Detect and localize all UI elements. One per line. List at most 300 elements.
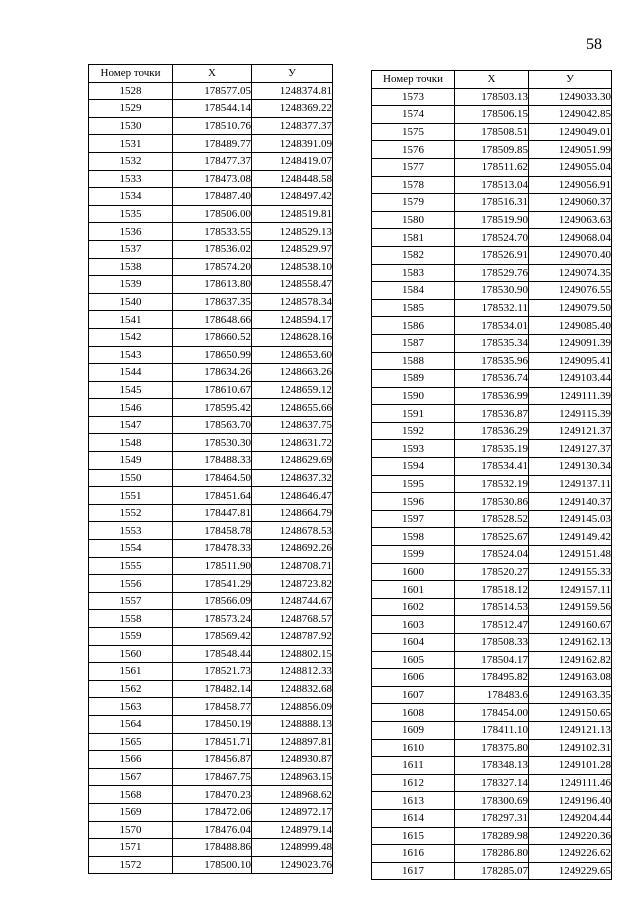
x-coordinate-cell: 178467.75	[173, 768, 252, 786]
x-coordinate-cell: 178508.33	[455, 634, 529, 652]
header-x: X	[455, 71, 529, 89]
x-coordinate-cell: 178512.47	[455, 616, 529, 634]
point-number-cell: 1555	[89, 557, 173, 575]
table-row	[372, 334, 612, 352]
point-number-cell: 1569	[89, 803, 173, 821]
x-coordinate-cell: 178532.11	[455, 299, 529, 317]
point-number-cell: 1565	[89, 733, 173, 751]
table-row	[89, 628, 333, 646]
point-number-cell: 1573	[372, 88, 455, 106]
y-coordinate-cell: 1249033.30	[529, 88, 612, 106]
x-coordinate-cell: 178536.02	[173, 240, 252, 258]
point-number-cell: 1571	[89, 839, 173, 857]
table-row	[89, 258, 333, 276]
y-coordinate-cell: 1248497.42	[252, 188, 333, 206]
y-coordinate-cell: 1248637.32	[252, 469, 333, 487]
y-coordinate-cell: 1249157.11	[529, 581, 612, 599]
point-number-cell: 1556	[89, 575, 173, 593]
table-row	[89, 680, 333, 698]
table-row	[372, 123, 612, 141]
x-coordinate-cell: 178513.04	[455, 176, 529, 194]
y-coordinate-cell: 1248377.37	[252, 117, 333, 135]
point-number-cell: 1592	[372, 422, 455, 440]
point-number-cell: 1601	[372, 581, 455, 599]
point-number-cell: 1534	[89, 188, 173, 206]
point-number-cell: 1560	[89, 645, 173, 663]
x-coordinate-cell: 178521.73	[173, 663, 252, 681]
x-coordinate-cell: 178524.04	[455, 546, 529, 564]
x-coordinate-cell: 178534.01	[455, 317, 529, 335]
table-row	[89, 364, 333, 382]
point-number-cell: 1557	[89, 592, 173, 610]
point-number-cell: 1544	[89, 364, 173, 382]
x-coordinate-cell: 178458.77	[173, 698, 252, 716]
y-coordinate-cell: 1249121.37	[529, 422, 612, 440]
y-coordinate-cell: 1249102.31	[529, 739, 612, 757]
point-number-cell: 1596	[372, 493, 455, 511]
table-body-left	[89, 82, 333, 874]
point-number-cell: 1594	[372, 458, 455, 476]
y-coordinate-cell: 1248369.22	[252, 100, 333, 118]
table-row	[89, 487, 333, 505]
table-row	[89, 346, 333, 364]
point-number-cell: 1533	[89, 170, 173, 188]
point-number-cell: 1538	[89, 258, 173, 276]
x-coordinate-cell: 178447.81	[173, 504, 252, 522]
x-coordinate-cell: 178375.80	[455, 739, 529, 757]
x-coordinate-cell: 178451.64	[173, 487, 252, 505]
x-coordinate-cell: 178525.67	[455, 528, 529, 546]
point-number-cell: 1610	[372, 739, 455, 757]
x-coordinate-cell: 178495.82	[455, 669, 529, 687]
point-number-cell: 1529	[89, 100, 173, 118]
x-coordinate-cell: 178566.09	[173, 592, 252, 610]
y-coordinate-cell: 1249204.44	[529, 809, 612, 827]
point-number-cell: 1537	[89, 240, 173, 258]
y-coordinate-cell: 1249162.82	[529, 651, 612, 669]
x-coordinate-cell: 178506.15	[455, 106, 529, 124]
table-row	[89, 416, 333, 434]
point-number-cell: 1612	[372, 774, 455, 792]
point-number-cell: 1617	[372, 862, 455, 880]
table-row	[89, 276, 333, 294]
y-coordinate-cell: 1249137.11	[529, 475, 612, 493]
x-coordinate-cell: 178454.00	[455, 704, 529, 722]
y-coordinate-cell: 1249079.50	[529, 299, 612, 317]
x-coordinate-cell: 178530.30	[173, 434, 252, 452]
header-point-number: Номер точки	[372, 71, 455, 89]
y-coordinate-cell: 1249111.39	[529, 387, 612, 405]
table-row	[89, 504, 333, 522]
y-coordinate-cell: 1248802.15	[252, 645, 333, 663]
table-row	[372, 634, 612, 652]
point-number-cell: 1584	[372, 282, 455, 300]
y-coordinate-cell: 1249150.65	[529, 704, 612, 722]
table-row	[89, 152, 333, 170]
table-row	[372, 246, 612, 264]
y-coordinate-cell: 1249220.36	[529, 827, 612, 845]
y-coordinate-cell: 1249111.46	[529, 774, 612, 792]
table-row	[89, 135, 333, 153]
point-number-cell: 1550	[89, 469, 173, 487]
y-coordinate-cell: 1249163.35	[529, 686, 612, 704]
table-row	[89, 100, 333, 118]
header-x: X	[173, 65, 252, 83]
table-row	[372, 721, 612, 739]
point-number-cell: 1593	[372, 440, 455, 458]
y-coordinate-cell: 1249091.39	[529, 334, 612, 352]
x-coordinate-cell: 178574.20	[173, 258, 252, 276]
table-row	[372, 598, 612, 616]
x-coordinate-cell: 178488.33	[173, 452, 252, 470]
point-number-cell: 1583	[372, 264, 455, 282]
x-coordinate-cell: 178411.10	[455, 721, 529, 739]
x-coordinate-cell: 178520.27	[455, 563, 529, 581]
y-coordinate-cell: 1249070.40	[529, 246, 612, 264]
point-number-cell: 1574	[372, 106, 455, 124]
y-coordinate-cell: 1248594.17	[252, 311, 333, 329]
table-row	[89, 821, 333, 839]
y-coordinate-cell: 1249149.42	[529, 528, 612, 546]
y-coordinate-cell: 1249155.33	[529, 563, 612, 581]
y-coordinate-cell: 1249068.04	[529, 229, 612, 247]
point-number-cell: 1536	[89, 223, 173, 241]
x-coordinate-cell: 178536.87	[455, 405, 529, 423]
y-coordinate-cell: 1248979.14	[252, 821, 333, 839]
x-coordinate-cell: 178533.55	[173, 223, 252, 241]
table-row	[372, 528, 612, 546]
x-coordinate-cell: 178477.37	[173, 152, 252, 170]
point-number-cell: 1587	[372, 334, 455, 352]
point-number-cell: 1606	[372, 669, 455, 687]
table-row	[89, 856, 333, 874]
point-number-cell: 1615	[372, 827, 455, 845]
x-coordinate-cell: 178532.19	[455, 475, 529, 493]
y-coordinate-cell: 1249196.40	[529, 792, 612, 810]
point-number-cell: 1586	[372, 317, 455, 335]
table-row	[89, 434, 333, 452]
point-number-cell: 1603	[372, 616, 455, 634]
point-number-cell: 1575	[372, 123, 455, 141]
point-number-cell: 1543	[89, 346, 173, 364]
point-number-cell: 1614	[372, 809, 455, 827]
x-coordinate-cell: 178536.74	[455, 370, 529, 388]
x-coordinate-cell: 178285.07	[455, 862, 529, 880]
x-coordinate-cell: 178524.70	[455, 229, 529, 247]
y-coordinate-cell: 1248999.48	[252, 839, 333, 857]
point-number-cell: 1563	[89, 698, 173, 716]
table-header-row	[372, 71, 612, 89]
y-coordinate-cell: 1248655.66	[252, 399, 333, 417]
y-coordinate-cell: 1249130.34	[529, 458, 612, 476]
point-number-cell: 1531	[89, 135, 173, 153]
y-coordinate-cell: 1249060.37	[529, 194, 612, 212]
x-coordinate-cell: 178483.6	[455, 686, 529, 704]
x-coordinate-cell: 178541.29	[173, 575, 252, 593]
table-row	[372, 176, 612, 194]
x-coordinate-cell: 178634.26	[173, 364, 252, 382]
y-coordinate-cell: 1248659.12	[252, 381, 333, 399]
y-coordinate-cell: 1249145.03	[529, 510, 612, 528]
y-coordinate-cell: 1248832.68	[252, 680, 333, 698]
table-row	[89, 522, 333, 540]
point-number-cell: 1559	[89, 628, 173, 646]
table-row	[372, 475, 612, 493]
x-coordinate-cell: 178535.96	[455, 352, 529, 370]
header-y: У	[529, 71, 612, 89]
y-coordinate-cell: 1248787.92	[252, 628, 333, 646]
y-coordinate-cell: 1248663.26	[252, 364, 333, 382]
y-coordinate-cell: 1248519.81	[252, 205, 333, 223]
table-row	[89, 557, 333, 575]
point-number-cell: 1535	[89, 205, 173, 223]
table-row	[89, 540, 333, 558]
table-row	[89, 751, 333, 769]
x-coordinate-cell: 178451.71	[173, 733, 252, 751]
table-row	[372, 651, 612, 669]
x-coordinate-cell: 178511.90	[173, 557, 252, 575]
x-coordinate-cell: 178530.90	[455, 282, 529, 300]
y-coordinate-cell: 1249049.01	[529, 123, 612, 141]
point-number-cell: 1602	[372, 598, 455, 616]
x-coordinate-cell: 178506.00	[173, 205, 252, 223]
y-coordinate-cell: 1248678.53	[252, 522, 333, 540]
y-coordinate-cell: 1248538.10	[252, 258, 333, 276]
point-number-cell: 1609	[372, 721, 455, 739]
point-number-cell: 1539	[89, 276, 173, 294]
y-coordinate-cell: 1248723.82	[252, 575, 333, 593]
point-number-cell: 1598	[372, 528, 455, 546]
table-row	[89, 82, 333, 100]
y-coordinate-cell: 1248692.26	[252, 540, 333, 558]
y-coordinate-cell: 1248888.13	[252, 715, 333, 733]
table-row	[89, 399, 333, 417]
x-coordinate-cell: 178508.51	[455, 123, 529, 141]
table-row	[372, 704, 612, 722]
point-number-cell: 1579	[372, 194, 455, 212]
x-coordinate-cell: 178511.62	[455, 158, 529, 176]
point-number-cell: 1542	[89, 328, 173, 346]
y-coordinate-cell: 1248629.69	[252, 452, 333, 470]
table-row	[89, 293, 333, 311]
y-coordinate-cell: 1248812.33	[252, 663, 333, 681]
table-row	[372, 422, 612, 440]
point-number-cell: 1616	[372, 845, 455, 863]
point-number-cell: 1597	[372, 510, 455, 528]
table-row	[372, 616, 612, 634]
table-row	[372, 229, 612, 247]
y-coordinate-cell: 1248578.34	[252, 293, 333, 311]
coordinates-table-left	[88, 64, 333, 874]
x-coordinate-cell: 178348.13	[455, 757, 529, 775]
table-row	[89, 205, 333, 223]
point-number-cell: 1607	[372, 686, 455, 704]
table-row	[372, 458, 612, 476]
point-number-cell: 1582	[372, 246, 455, 264]
point-number-cell: 1552	[89, 504, 173, 522]
x-coordinate-cell: 178470.23	[173, 786, 252, 804]
table-row	[372, 211, 612, 229]
y-coordinate-cell: 1248968.62	[252, 786, 333, 804]
table-row	[89, 715, 333, 733]
header-y: У	[252, 65, 333, 83]
point-number-cell: 1611	[372, 757, 455, 775]
table-row	[372, 299, 612, 317]
y-coordinate-cell: 1249063.63	[529, 211, 612, 229]
point-number-cell: 1567	[89, 768, 173, 786]
x-coordinate-cell: 178534.41	[455, 458, 529, 476]
y-coordinate-cell: 1249085.40	[529, 317, 612, 335]
x-coordinate-cell: 178613.80	[173, 276, 252, 294]
x-coordinate-cell: 178509.85	[455, 141, 529, 159]
table-row	[372, 88, 612, 106]
y-coordinate-cell: 1248637.75	[252, 416, 333, 434]
point-number-cell: 1591	[372, 405, 455, 423]
point-number-cell: 1532	[89, 152, 173, 170]
point-number-cell: 1605	[372, 651, 455, 669]
point-number-cell: 1581	[372, 229, 455, 247]
x-coordinate-cell: 178518.12	[455, 581, 529, 599]
point-number-cell: 1613	[372, 792, 455, 810]
table-row	[89, 839, 333, 857]
x-coordinate-cell: 178610.67	[173, 381, 252, 399]
y-coordinate-cell: 1249162.13	[529, 634, 612, 652]
table-body-right	[372, 88, 612, 880]
point-number-cell: 1548	[89, 434, 173, 452]
x-coordinate-cell: 178514.53	[455, 598, 529, 616]
x-coordinate-cell: 178472.06	[173, 803, 252, 821]
y-coordinate-cell: 1248930.87	[252, 751, 333, 769]
point-number-cell: 1562	[89, 680, 173, 698]
y-coordinate-cell: 1249121.13	[529, 721, 612, 739]
y-coordinate-cell: 1249103.44	[529, 370, 612, 388]
x-coordinate-cell: 178289.98	[455, 827, 529, 845]
table-row	[89, 733, 333, 751]
x-coordinate-cell: 178327.14	[455, 774, 529, 792]
header-point-number: Номер точки	[89, 65, 173, 83]
x-coordinate-cell: 178637.35	[173, 293, 252, 311]
table-row	[89, 117, 333, 135]
table-row	[89, 803, 333, 821]
table-row	[89, 170, 333, 188]
y-coordinate-cell: 1249151.48	[529, 546, 612, 564]
x-coordinate-cell: 178528.52	[455, 510, 529, 528]
point-number-cell: 1595	[372, 475, 455, 493]
y-coordinate-cell: 1248646.47	[252, 487, 333, 505]
table-row	[372, 862, 612, 880]
y-coordinate-cell: 1249226.62	[529, 845, 612, 863]
point-number-cell: 1528	[89, 82, 173, 100]
table-row	[372, 686, 612, 704]
table-row	[89, 381, 333, 399]
table-row	[372, 405, 612, 423]
x-coordinate-cell: 178478.33	[173, 540, 252, 558]
x-coordinate-cell: 178573.24	[173, 610, 252, 628]
y-coordinate-cell: 1248448.58	[252, 170, 333, 188]
table-row	[372, 669, 612, 687]
table-row	[372, 317, 612, 335]
x-coordinate-cell: 178563.70	[173, 416, 252, 434]
x-coordinate-cell: 178450.19	[173, 715, 252, 733]
table-row	[372, 510, 612, 528]
y-coordinate-cell: 1249101.28	[529, 757, 612, 775]
x-coordinate-cell: 178529.76	[455, 264, 529, 282]
y-coordinate-cell: 1249115.39	[529, 405, 612, 423]
y-coordinate-cell: 1248708.71	[252, 557, 333, 575]
x-coordinate-cell: 178510.76	[173, 117, 252, 135]
table-row	[372, 158, 612, 176]
point-number-cell: 1546	[89, 399, 173, 417]
table-row	[372, 493, 612, 511]
table-row	[372, 546, 612, 564]
table-row	[89, 452, 333, 470]
point-number-cell: 1590	[372, 387, 455, 405]
x-coordinate-cell: 178516.31	[455, 194, 529, 212]
table-row	[372, 827, 612, 845]
y-coordinate-cell: 1249095.41	[529, 352, 612, 370]
x-coordinate-cell: 178548.44	[173, 645, 252, 663]
table-row	[89, 575, 333, 593]
table-row	[372, 282, 612, 300]
table-row	[372, 739, 612, 757]
table-row	[372, 141, 612, 159]
point-number-cell: 1540	[89, 293, 173, 311]
x-coordinate-cell: 178535.19	[455, 440, 529, 458]
x-coordinate-cell: 178487.40	[173, 188, 252, 206]
point-number-cell: 1576	[372, 141, 455, 159]
table-header-row	[89, 65, 333, 83]
x-coordinate-cell: 178650.99	[173, 346, 252, 364]
x-coordinate-cell: 178300.69	[455, 792, 529, 810]
y-coordinate-cell: 1249127.37	[529, 440, 612, 458]
point-number-cell: 1558	[89, 610, 173, 628]
point-number-cell: 1600	[372, 563, 455, 581]
point-number-cell: 1589	[372, 370, 455, 388]
x-coordinate-cell: 178489.77	[173, 135, 252, 153]
point-number-cell: 1577	[372, 158, 455, 176]
table-row	[372, 370, 612, 388]
y-coordinate-cell: 1248628.16	[252, 328, 333, 346]
x-coordinate-cell: 178456.87	[173, 751, 252, 769]
x-coordinate-cell: 178488.86	[173, 839, 252, 857]
table-row	[89, 786, 333, 804]
y-coordinate-cell: 1249159.56	[529, 598, 612, 616]
x-coordinate-cell: 178544.14	[173, 100, 252, 118]
point-number-cell: 1599	[372, 546, 455, 564]
x-coordinate-cell: 178286.80	[455, 845, 529, 863]
table-row	[89, 610, 333, 628]
x-coordinate-cell: 178504.17	[455, 651, 529, 669]
point-number-cell: 1547	[89, 416, 173, 434]
table-row	[89, 311, 333, 329]
x-coordinate-cell: 178519.90	[455, 211, 529, 229]
y-coordinate-cell: 1248664.79	[252, 504, 333, 522]
table-row	[89, 663, 333, 681]
y-coordinate-cell: 1249140.37	[529, 493, 612, 511]
table-row	[372, 106, 612, 124]
y-coordinate-cell: 1249055.04	[529, 158, 612, 176]
x-coordinate-cell: 178458.78	[173, 522, 252, 540]
x-coordinate-cell: 178482.14	[173, 680, 252, 698]
y-coordinate-cell: 1248558.47	[252, 276, 333, 294]
x-coordinate-cell: 178464.50	[173, 469, 252, 487]
y-coordinate-cell: 1248631.72	[252, 434, 333, 452]
point-number-cell: 1561	[89, 663, 173, 681]
table-row	[372, 792, 612, 810]
table-row	[372, 264, 612, 282]
y-coordinate-cell: 1249229.65	[529, 862, 612, 880]
point-number-cell: 1551	[89, 487, 173, 505]
